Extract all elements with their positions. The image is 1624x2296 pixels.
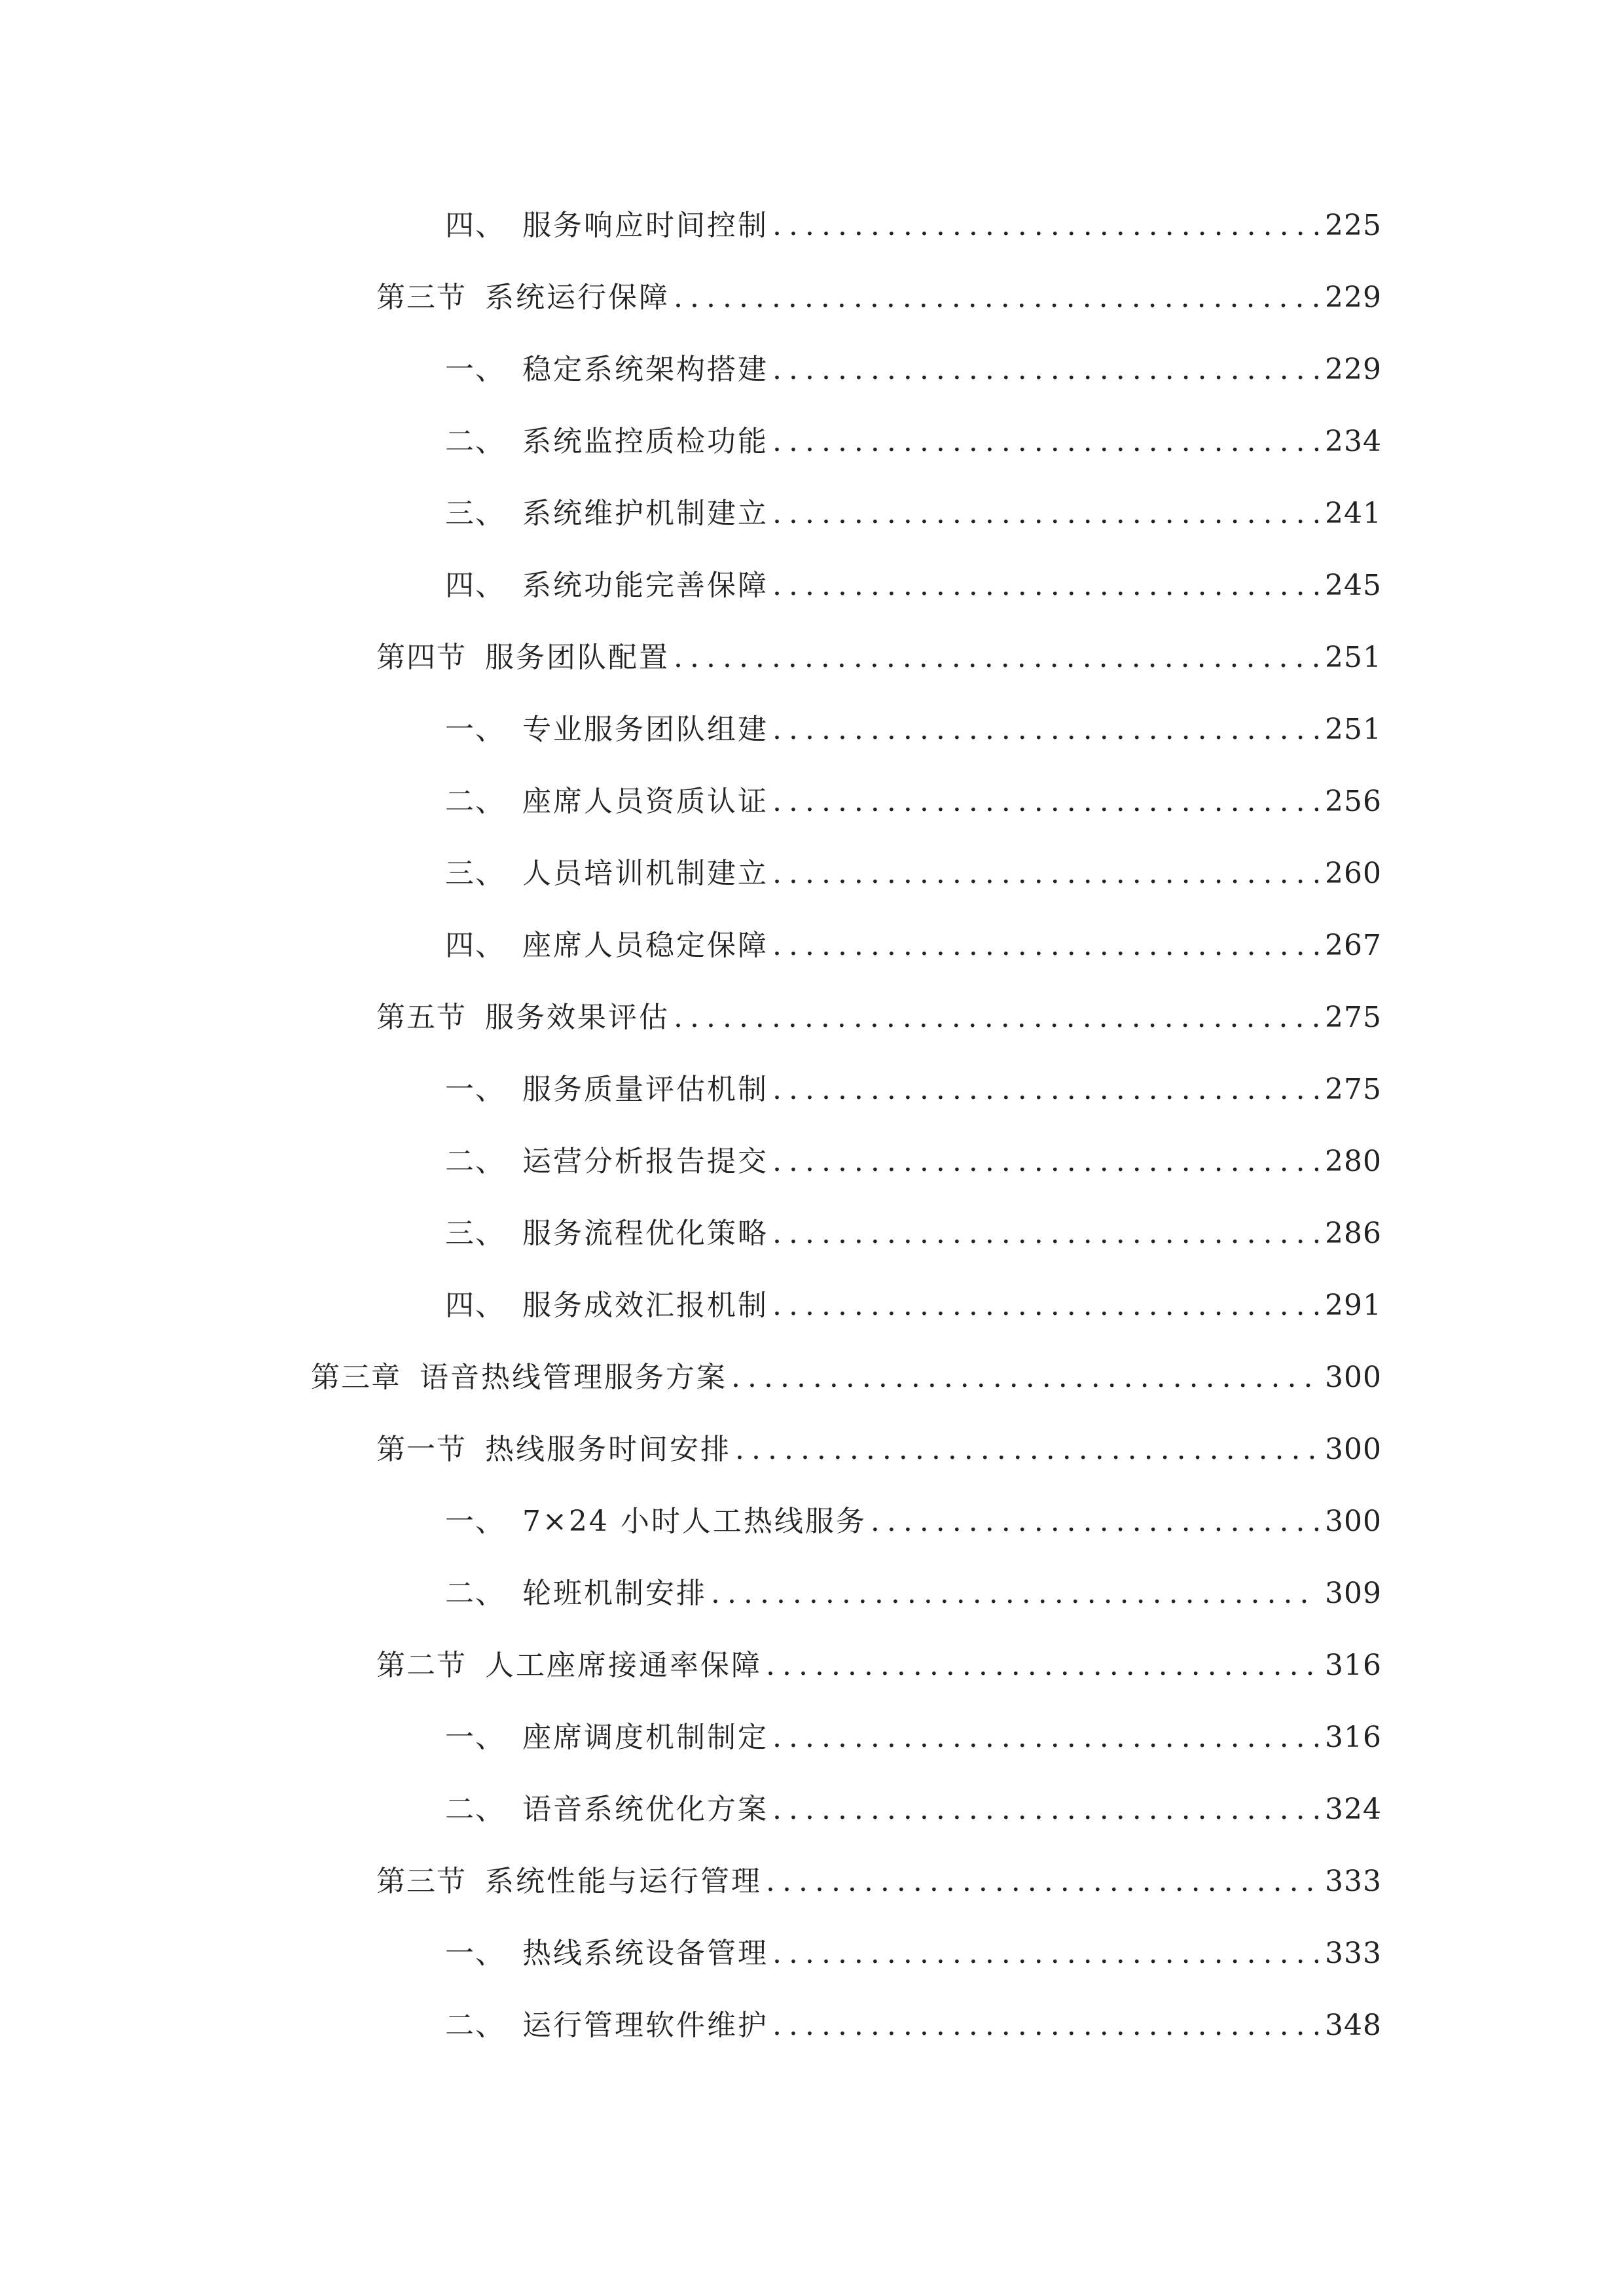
toc-entry-number: 一、 <box>445 1505 505 1538</box>
toc-page-number: 333 <box>1325 1865 1382 1898</box>
toc-entry[interactable] <box>445 1571 1382 1617</box>
toc-entry-number: 三、 <box>445 1217 505 1250</box>
toc-entry-number: 二、 <box>445 1793 505 1826</box>
toc-entry-title: 服务团队配置 <box>485 641 670 674</box>
toc-dot-leader <box>871 1499 1318 1545</box>
toc-entry-title: 运营分析报告提交 <box>522 1145 768 1178</box>
toc-entry-title: 系统维护机制建立 <box>522 497 768 530</box>
toc-page-number: 324 <box>1325 1793 1382 1826</box>
toc-entry-number: 一、 <box>445 1721 505 1754</box>
toc-entry[interactable] <box>376 1643 1382 1689</box>
toc-page-number: 251 <box>1325 713 1382 746</box>
toc-entry-title: 座席人员稳定保障 <box>522 929 768 962</box>
toc-entry[interactable] <box>376 635 1382 681</box>
toc-dot-leader <box>772 923 1318 969</box>
toc-entry-title: 语音系统优化方案 <box>522 1793 768 1826</box>
toc-page-number: 300 <box>1325 1505 1382 1538</box>
toc-dot-leader <box>772 203 1318 249</box>
toc-entry-title: 系统功能完善保障 <box>522 569 768 602</box>
toc-entry-number: 一、 <box>445 1073 505 1106</box>
toc-entry-number: 四、 <box>445 209 505 242</box>
toc-dot-leader <box>772 779 1318 825</box>
toc-dot-leader <box>772 347 1318 393</box>
toc-entry[interactable] <box>445 779 1382 825</box>
toc-entry-title: 稳定系统架构搭建 <box>522 353 768 386</box>
toc-entry-number: 三、 <box>445 857 505 890</box>
toc-page-number: 245 <box>1325 569 1382 602</box>
toc-entry-number: 一、 <box>445 353 505 386</box>
toc-dot-leader <box>772 491 1318 537</box>
toc-dot-leader <box>674 275 1318 321</box>
toc-page-number: 280 <box>1325 1145 1382 1178</box>
toc-entry-title: 座席调度机制制定 <box>522 1721 768 1754</box>
toc-entry-number: 第三章 <box>311 1361 401 1394</box>
toc-entry-number: 第一节 <box>376 1433 467 1466</box>
toc-dot-leader <box>772 1211 1318 1257</box>
toc-dot-leader <box>766 1643 1318 1689</box>
toc-entry[interactable] <box>445 491 1382 537</box>
toc-entry[interactable] <box>445 1283 1382 1329</box>
toc-entry[interactable] <box>445 851 1382 897</box>
toc-dot-leader <box>711 1571 1318 1617</box>
toc-entry[interactable] <box>445 563 1382 609</box>
toc-entry-title: 座席人员资质认证 <box>522 785 768 818</box>
toc-dot-leader <box>772 419 1318 465</box>
toc-entry-title: 服务响应时间控制 <box>522 209 768 242</box>
toc-entry-number: 第三节 <box>376 281 467 314</box>
toc-page-number: 291 <box>1325 1289 1382 1322</box>
toc-entry[interactable] <box>445 1787 1382 1833</box>
toc-dot-leader <box>772 1067 1318 1113</box>
toc-entry[interactable] <box>445 1715 1382 1761</box>
toc-dot-leader <box>735 1427 1318 1473</box>
toc-entry-number: 二、 <box>445 1145 505 1178</box>
toc-entry-number: 一、 <box>445 1937 505 1970</box>
toc-entry-title: 服务流程优化策略 <box>522 1217 768 1250</box>
toc-dot-leader <box>674 635 1318 681</box>
toc-page-number: 333 <box>1325 1937 1382 1970</box>
toc-dot-leader <box>772 563 1318 609</box>
toc-entry[interactable] <box>445 347 1382 393</box>
toc-entry-title: 系统运行保障 <box>485 281 670 314</box>
toc-entry[interactable] <box>445 1931 1382 1977</box>
toc-page-number: 316 <box>1325 1649 1382 1682</box>
toc-entry-title: 热线系统设备管理 <box>522 1937 768 1970</box>
toc-entry[interactable] <box>376 995 1382 1041</box>
toc-entry-title: 系统监控质检功能 <box>522 425 768 458</box>
toc-entry-title: 轮班机制安排 <box>522 1577 707 1610</box>
toc-dot-leader <box>674 995 1318 1041</box>
toc-entry[interactable] <box>445 203 1382 249</box>
toc-page-number: 256 <box>1325 785 1382 818</box>
toc-entry[interactable] <box>445 1067 1382 1113</box>
toc-entry[interactable] <box>445 2003 1382 2049</box>
toc-entry-title: 热线服务时间安排 <box>485 1433 731 1466</box>
toc-entry-number: 二、 <box>445 785 505 818</box>
toc-entry-title: 运行管理软件维护 <box>522 2009 768 2042</box>
toc-entry[interactable] <box>376 275 1382 321</box>
toc-page-number: 225 <box>1325 209 1382 242</box>
toc-page-number: 234 <box>1325 425 1382 458</box>
toc-entry-number: 第三节 <box>376 1865 467 1898</box>
toc-dot-leader <box>772 1283 1318 1329</box>
toc-entry[interactable] <box>445 1499 1382 1545</box>
toc-dot-leader <box>772 1931 1318 1977</box>
toc-entry-number: 第二节 <box>376 1649 467 1682</box>
toc-page-number: 300 <box>1325 1361 1382 1394</box>
toc-dot-leader <box>772 1715 1318 1761</box>
toc-entry[interactable] <box>445 1139 1382 1185</box>
toc-entry-title: 人员培训机制建立 <box>522 857 768 890</box>
toc-page-number: 300 <box>1325 1433 1382 1466</box>
toc-entry-number: 四、 <box>445 569 505 602</box>
toc-dot-leader <box>772 851 1318 897</box>
toc-entry-number: 三、 <box>445 497 505 530</box>
toc-page-number: 275 <box>1325 1001 1382 1034</box>
toc-page-number: 316 <box>1325 1721 1382 1754</box>
toc-entry-number: 二、 <box>445 425 505 458</box>
toc-page-number: 267 <box>1325 929 1382 962</box>
toc-entry-title: 服务质量评估机制 <box>522 1073 768 1106</box>
toc-entry-title: 专业服务团队组建 <box>522 713 768 746</box>
toc-entry-title: 服务成效汇报机制 <box>522 1289 768 1322</box>
toc-entry-title: 人工座席接通率保障 <box>485 1649 762 1682</box>
toc-entry[interactable] <box>445 1211 1382 1257</box>
toc-page-number: 286 <box>1325 1217 1382 1250</box>
toc-entry[interactable] <box>376 1859 1382 1905</box>
toc-page-number: 309 <box>1325 1577 1382 1610</box>
toc-dot-leader <box>731 1355 1318 1401</box>
toc-page-number: 229 <box>1325 281 1382 314</box>
toc-dot-leader <box>772 2003 1318 2049</box>
toc-page-number: 348 <box>1325 2009 1382 2042</box>
toc-page-number: 241 <box>1325 497 1382 530</box>
toc-entry-number: 二、 <box>445 1577 505 1610</box>
toc-entry-number: 四、 <box>445 929 505 962</box>
toc-entry[interactable] <box>311 1355 1382 1401</box>
toc-entry[interactable] <box>445 419 1382 465</box>
toc-entry[interactable] <box>445 707 1382 753</box>
toc-page-number: 251 <box>1325 641 1382 674</box>
toc-entry-title: 系统性能与运行管理 <box>485 1865 762 1898</box>
toc-entry[interactable] <box>376 1427 1382 1473</box>
toc-entry-title: 语音热线管理服务方案 <box>420 1361 727 1394</box>
toc-entry-number: 四、 <box>445 1289 505 1322</box>
toc-entry-number: 一、 <box>445 713 505 746</box>
toc-dot-leader <box>772 1139 1318 1185</box>
toc-dot-leader <box>772 707 1318 753</box>
toc-entry[interactable] <box>445 923 1382 969</box>
toc-page-number: 260 <box>1325 857 1382 890</box>
toc-entry-number: 第五节 <box>376 1001 467 1034</box>
toc-entry-number: 第四节 <box>376 641 467 674</box>
toc-entry-title: 7×24 小时人工热线服务 <box>522 1505 867 1538</box>
toc-dot-leader <box>766 1859 1318 1905</box>
toc-entry-number: 二、 <box>445 2009 505 2042</box>
toc-dot-leader <box>772 1787 1318 1833</box>
toc-page-number: 229 <box>1325 353 1382 386</box>
toc-entry-title: 服务效果评估 <box>485 1001 670 1034</box>
toc-page-number: 275 <box>1325 1073 1382 1106</box>
